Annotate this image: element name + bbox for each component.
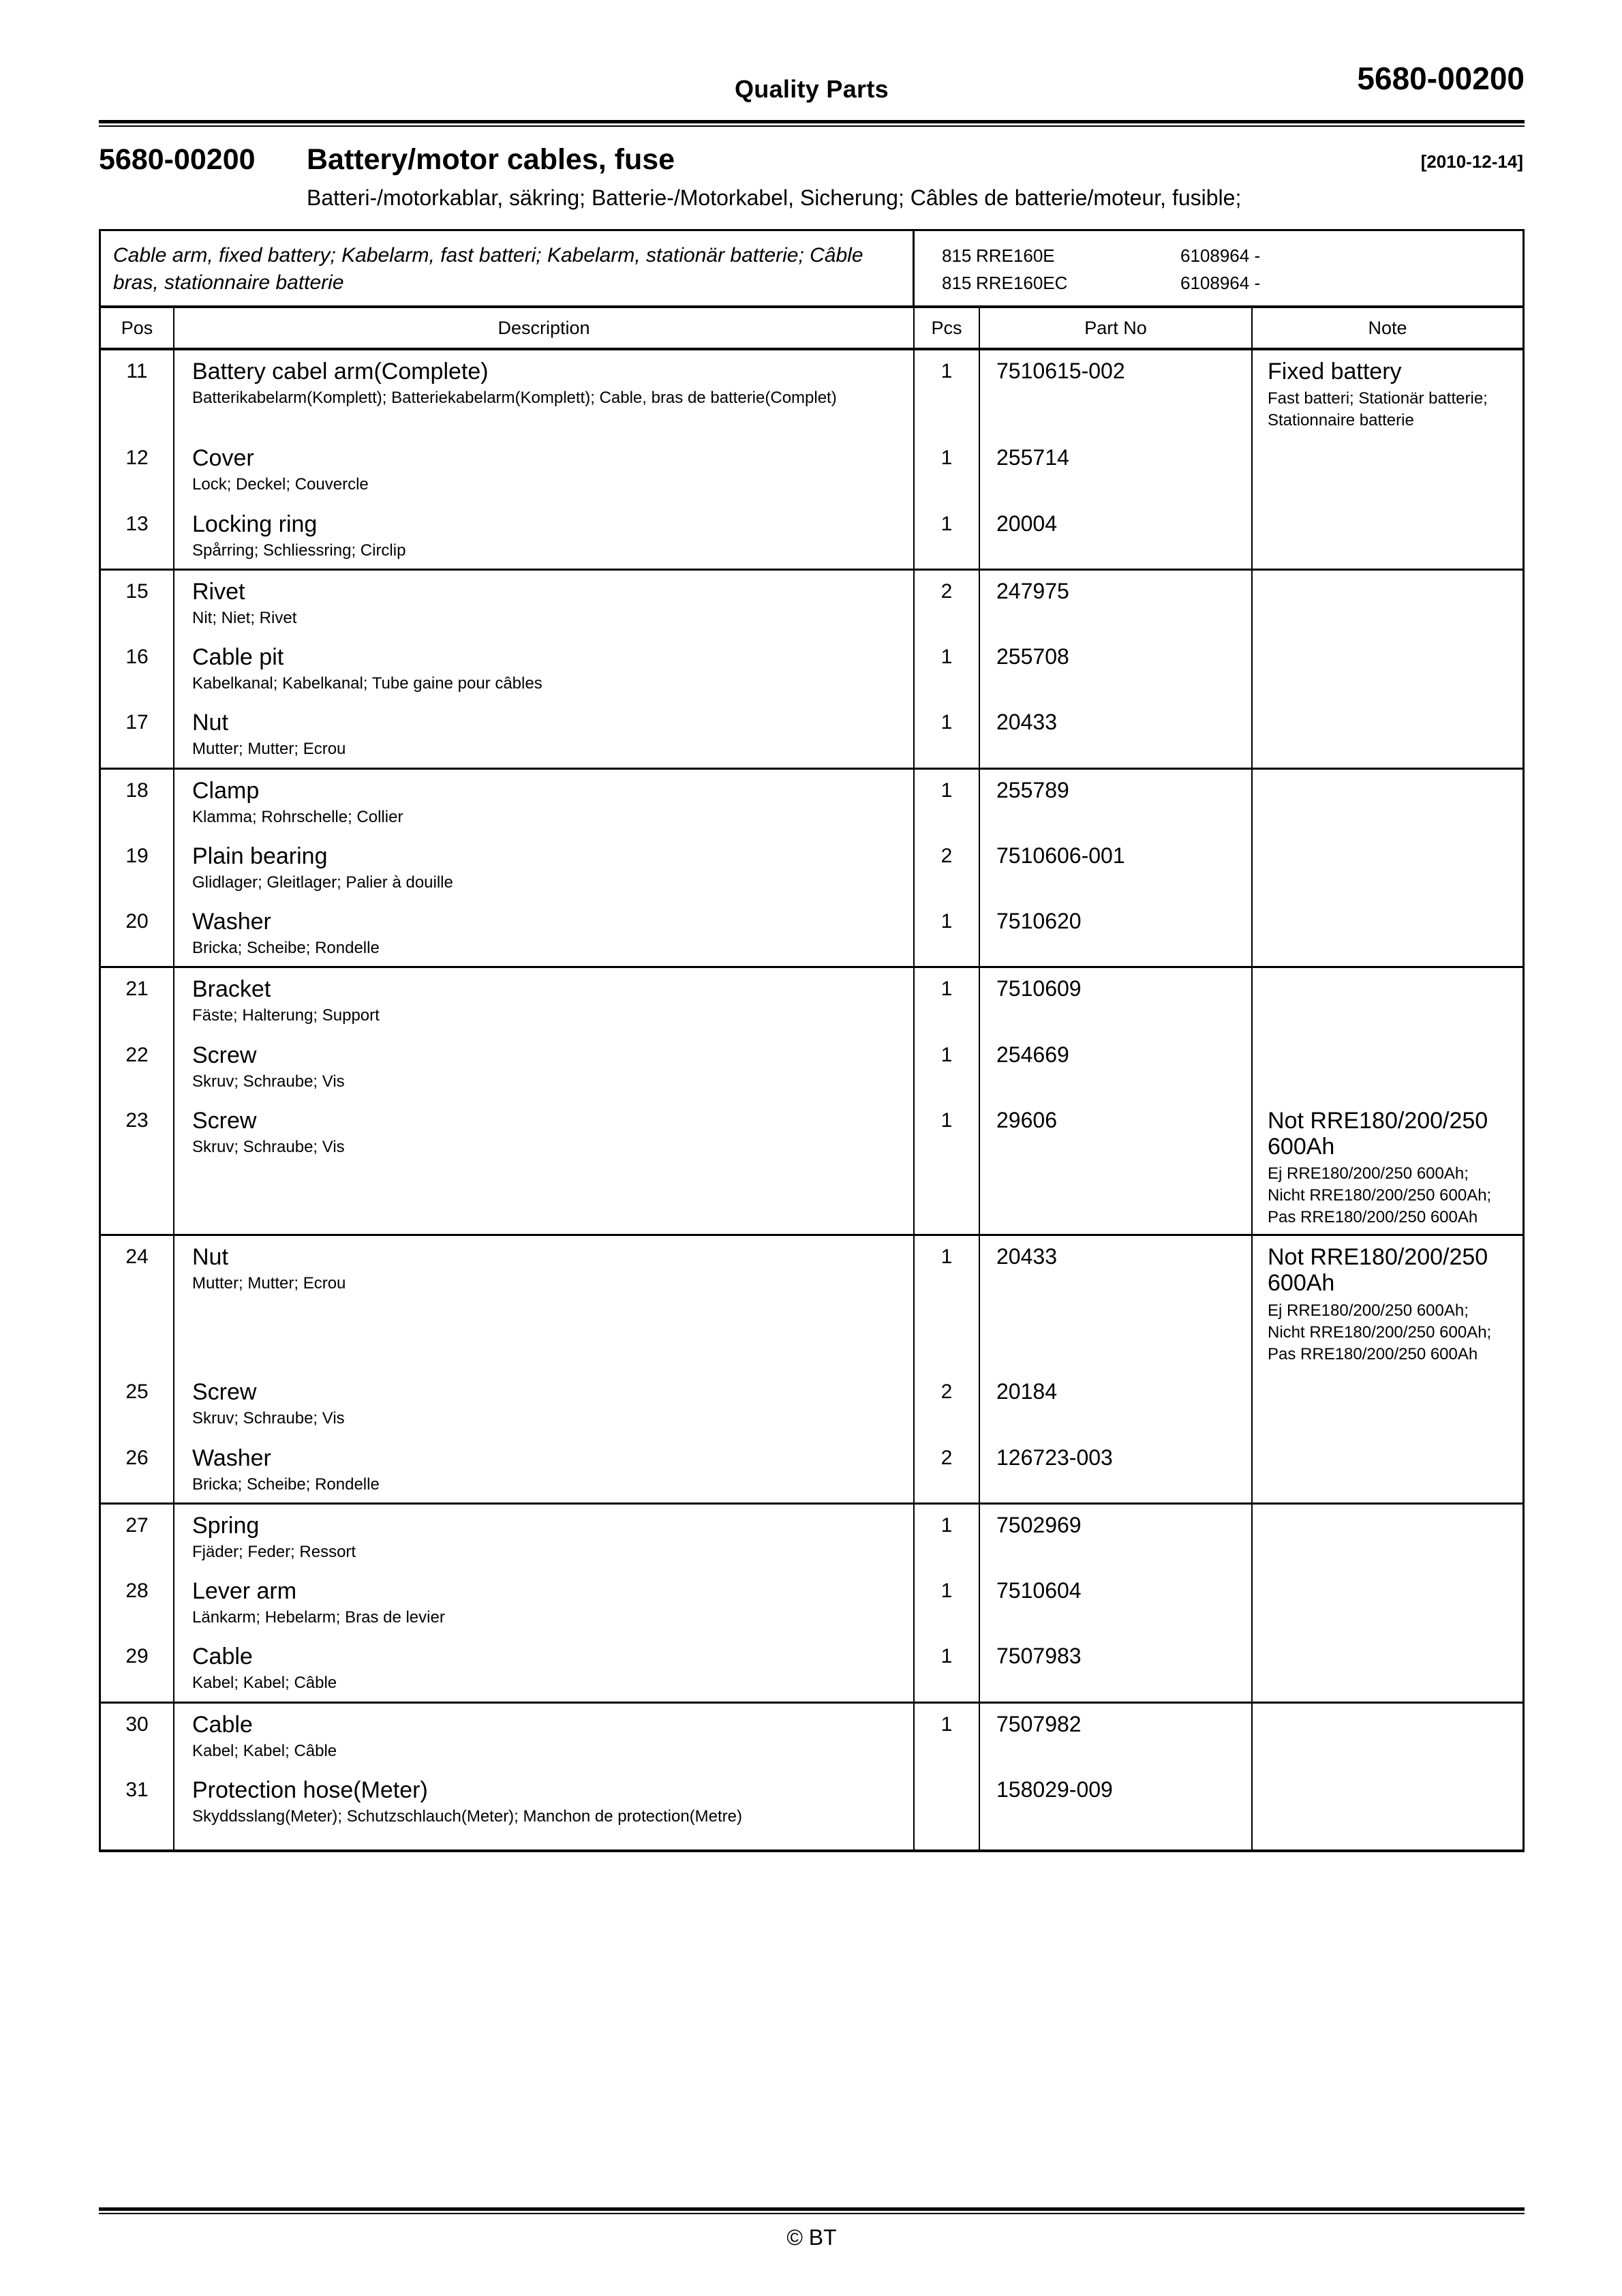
cell-note [1253, 770, 1522, 835]
part-name-translations: Lock; Deckel; Couvercle [192, 475, 369, 494]
title-line [99, 143, 1525, 210]
model-code: 815 [942, 245, 972, 266]
title-block [99, 143, 1525, 210]
header-document-code: 5680-00200 [1357, 61, 1525, 96]
cell-pos: 28 [101, 1570, 174, 1635]
part-name: Screw [192, 1107, 257, 1134]
part-name: Battery cabel arm(Complete) [192, 359, 489, 384]
cell-pcs: 2 [915, 835, 980, 901]
cell-note [1253, 1769, 1522, 1849]
table-row-group [101, 770, 1522, 969]
cell-pcs: 1 [915, 1704, 980, 1769]
cell-part-no[interactable]: 20184 [980, 1371, 1253, 1436]
cell-note [1253, 636, 1522, 701]
part-name-translations: Batterikabelarm(Komplett); Batteriekabelarm(Komplett); Cable, bras de batterie(Complet) [192, 389, 837, 408]
table-row[interactable] [101, 835, 1522, 901]
part-name: Clamp [192, 777, 260, 804]
model-name: RRE160EC [976, 273, 1068, 294]
cell-part-no[interactable]: 29606 [980, 1100, 1253, 1235]
table-row[interactable] [101, 350, 1522, 437]
cell-pos: 19 [101, 835, 174, 901]
table-row[interactable] [101, 1100, 1522, 1235]
cell-description [174, 636, 915, 701]
cell-pos: 17 [101, 701, 174, 767]
part-name: Screw [192, 1379, 257, 1406]
table-row[interactable] [101, 437, 1522, 502]
application-model-row [915, 242, 1522, 269]
part-name-translations: Nit; Niet; Rivet [192, 608, 297, 627]
cell-note [1253, 701, 1522, 767]
cell-pos: 15 [101, 571, 174, 636]
cell-pcs: 1 [915, 1635, 980, 1701]
cell-pos: 29 [101, 1635, 174, 1701]
table-row[interactable] [101, 770, 1522, 835]
column-header-description: Description [174, 308, 915, 348]
cell-pos: 22 [101, 1034, 174, 1100]
part-name-translations: Kabel; Kabel; Câble [192, 1674, 337, 1693]
cell-pcs: 1 [915, 1236, 980, 1371]
table-row[interactable] [101, 503, 1522, 569]
model-serial-range: 6108964 - [1180, 273, 1261, 294]
table-row[interactable] [101, 1236, 1522, 1371]
cell-pos: 27 [101, 1505, 174, 1570]
table-row[interactable] [101, 571, 1522, 636]
table-row[interactable] [101, 1570, 1522, 1635]
cell-pos: 12 [101, 437, 174, 502]
cell-pos: 25 [101, 1371, 174, 1436]
cell-pos: 11 [101, 350, 174, 437]
cell-part-no[interactable]: 20004 [980, 503, 1253, 569]
cell-pos: 18 [101, 770, 174, 835]
cell-pcs [915, 1769, 980, 1849]
cell-pos: 21 [101, 968, 174, 1033]
part-name-translations: Glidlager; Gleitlager; Palier à douille [192, 873, 453, 892]
cell-pcs: 1 [915, 636, 980, 701]
part-name-translations: Klamma; Rohrschelle; Collier [192, 807, 403, 826]
cell-description [174, 1635, 915, 1701]
cell-part-no[interactable]: 158029-009 [980, 1769, 1253, 1849]
cell-pos: 24 [101, 1236, 174, 1371]
cell-description [174, 1236, 915, 1371]
table-column-headers [101, 308, 1522, 350]
cell-part-no[interactable]: 254669 [980, 1034, 1253, 1100]
cell-part-no[interactable]: 247975 [980, 571, 1253, 636]
copyright-notice: © BT [786, 2225, 837, 2250]
cell-description [174, 901, 915, 966]
note-text: Fixed battery [1268, 359, 1402, 384]
cell-description [174, 503, 915, 569]
cell-pos: 31 [101, 1769, 174, 1849]
cell-note [1253, 1570, 1522, 1635]
cell-part-no[interactable]: 255714 [980, 437, 1253, 502]
part-name-translations: Skyddsslang(Meter); Schutzschlauch(Meter); Manchon de protection(Metre) [192, 1807, 742, 1826]
part-name-translations: Fjäder; Feder; Ressort [192, 1542, 356, 1561]
cell-note [1253, 835, 1522, 901]
cell-note [1253, 350, 1522, 437]
part-name: Spring [192, 1512, 260, 1539]
part-name-translations: Länkarm; Hebelarm; Bras de levier [192, 1608, 445, 1627]
column-header-note: Note [1368, 317, 1407, 338]
cell-description [174, 1371, 915, 1436]
cell-description [174, 701, 915, 767]
title-translations: Batteri-/motorkablar, säkring; Batterie-/Motorkabel, Sicherung; Câbles de batterie/moteur, fusible; [307, 185, 1242, 210]
cell-description [174, 1505, 915, 1570]
part-name: Cable [192, 1711, 253, 1738]
cell-note [1253, 437, 1522, 502]
part-name-translations: Kabelkanal; Kabelkanal; Tube gaine pour câbles [192, 674, 542, 693]
part-name-translations: Fäste; Halterung; Support [192, 1006, 380, 1025]
cell-part-no[interactable]: 7510606-001 [980, 835, 1253, 901]
part-name: Nut [192, 1244, 228, 1271]
cell-pos: 23 [101, 1100, 174, 1235]
cell-description [174, 968, 915, 1033]
note-text: Not RRE180/200/250 600Ah [1268, 1107, 1488, 1160]
cell-note [1253, 1371, 1522, 1436]
table-row[interactable] [101, 1704, 1522, 1769]
page-title: Battery/motor cables, fuse [307, 143, 675, 176]
cell-pcs: 1 [915, 968, 980, 1033]
cell-pos: 26 [101, 1437, 174, 1502]
cell-part-no[interactable]: 255708 [980, 636, 1253, 701]
application-description: Cable arm, fixed battery; Kabelarm, fast batteri; Kabelarm, stationär batterie; Câble bras, stationnaire batterie [101, 231, 915, 305]
part-name-translations: Skruv; Schraube; Vis [192, 1409, 345, 1428]
column-header-part-no: Part No [980, 308, 1253, 348]
part-name: Cover [192, 445, 254, 472]
table-row-group [101, 571, 1522, 770]
part-name: Bracket [192, 976, 271, 1003]
cell-pos: 13 [101, 503, 174, 569]
cell-pos: 16 [101, 636, 174, 701]
cell-pcs: 2 [915, 1371, 980, 1436]
part-name-translations: Skruv; Schraube; Vis [192, 1072, 345, 1091]
header-title: Quality Parts [735, 75, 889, 103]
cell-description [174, 1769, 915, 1849]
part-name: Cable pit [192, 644, 284, 671]
cell-description [174, 1100, 915, 1235]
model-code: 815 [942, 273, 972, 294]
cell-note [1253, 1505, 1522, 1570]
cell-part-no[interactable]: 20433 [980, 701, 1253, 767]
table-row[interactable] [101, 1371, 1522, 1436]
model-serial-range: 6108964 - [1180, 245, 1261, 266]
model-name: RRE160E [976, 245, 1055, 266]
cell-note [1253, 1236, 1522, 1371]
table-row[interactable] [101, 1437, 1522, 1502]
table-row[interactable] [101, 701, 1522, 767]
title-code: 5680-00200 [99, 143, 256, 176]
cell-note [1253, 901, 1522, 966]
cell-note [1253, 1100, 1522, 1235]
cell-pos: 30 [101, 1704, 174, 1769]
cell-part-no[interactable]: 7510615-002 [980, 350, 1253, 437]
table-row-group [101, 1505, 1522, 1704]
cell-pcs: 1 [915, 437, 980, 502]
note-text: Not RRE180/200/250 600Ah [1268, 1244, 1488, 1297]
part-name: Locking ring [192, 511, 318, 537]
part-name: Washer [192, 909, 271, 935]
cell-description [174, 1034, 915, 1100]
cell-pos: 20 [101, 901, 174, 966]
cell-part-no[interactable]: 126723-003 [980, 1437, 1253, 1502]
page-footer [99, 2207, 1525, 2250]
revision-date: [2010-12-14] [1420, 151, 1523, 172]
part-name-translations: Bricka; Scheibe; Rondelle [192, 939, 380, 958]
cell-part-no[interactable]: 7510609 [980, 968, 1253, 1033]
cell-part-no[interactable]: 255789 [980, 770, 1253, 835]
cell-pcs: 1 [915, 1570, 980, 1635]
table-row-group [101, 1704, 1522, 1849]
table-row[interactable] [101, 1505, 1522, 1570]
column-header-pos: Pos [101, 308, 174, 348]
cell-part-no[interactable]: 7510620 [980, 901, 1253, 966]
part-name-translations: Skruv; Schraube; Vis [192, 1137, 345, 1156]
table-row-group [101, 350, 1522, 571]
part-name: Washer [192, 1445, 271, 1471]
part-name: Lever arm [192, 1578, 297, 1605]
cell-pcs: 1 [915, 770, 980, 835]
footer-rule [99, 2207, 1525, 2214]
part-name: Nut [192, 710, 228, 736]
table-row[interactable] [101, 636, 1522, 701]
cell-description [174, 1437, 915, 1502]
application-model-row [915, 269, 1522, 297]
cell-pcs: 1 [915, 1100, 980, 1235]
part-name-translations: Bricka; Scheibe; Rondelle [192, 1475, 380, 1494]
note-translations: Ej RRE180/200/250 600Ah; Nicht RRE180/200/250 600Ah; Pas RRE180/200/250 600Ah [1268, 1164, 1492, 1227]
note-translations: Ej RRE180/200/250 600Ah; Nicht RRE180/200/250 600Ah; Pas RRE180/200/250 600Ah [1268, 1301, 1492, 1363]
table-body [101, 350, 1522, 1849]
cell-pcs: 1 [915, 503, 980, 569]
cell-part-no[interactable]: 7507982 [980, 1704, 1253, 1769]
cell-note [1253, 968, 1522, 1033]
cell-note [1253, 1437, 1522, 1502]
table-row[interactable] [101, 1635, 1522, 1701]
cell-description [174, 1704, 915, 1769]
table-row-group [101, 1236, 1522, 1504]
cell-pcs: 1 [915, 701, 980, 767]
part-name-translations: Kabel; Kabel; Câble [192, 1741, 337, 1760]
part-name-translations: Mutter; Mutter; Ecrou [192, 740, 346, 759]
note-translations: Fast batteri; Stationär batterie; Stationnaire batterie [1268, 389, 1488, 430]
cell-pcs: 1 [915, 1505, 980, 1570]
cell-description [174, 835, 915, 901]
application-models [915, 231, 1522, 305]
running-header-row [99, 61, 1525, 116]
cell-pcs: 1 [915, 350, 980, 437]
part-name: Cable [192, 1644, 253, 1670]
cell-description [174, 770, 915, 835]
part-name: Protection hose(Meter) [192, 1777, 428, 1803]
part-name-translations: Spårring; Schliessring; Circlip [192, 541, 406, 560]
cell-pcs: 1 [915, 901, 980, 966]
part-name: Screw [192, 1042, 257, 1068]
cell-note [1253, 1034, 1522, 1100]
parts-table [99, 229, 1525, 1852]
table-row[interactable] [101, 968, 1522, 1033]
cell-pcs: 2 [915, 571, 980, 636]
application-band [101, 231, 1522, 308]
cell-pcs: 2 [915, 1437, 980, 1502]
cell-description [174, 1570, 915, 1635]
table-row-group [101, 968, 1522, 1236]
cell-description [174, 571, 915, 636]
column-header-pcs: Pcs [915, 308, 980, 348]
cell-note [1253, 503, 1522, 569]
cell-part-no[interactable]: 7507983 [980, 1635, 1253, 1701]
cell-note [1253, 1704, 1522, 1769]
cell-pcs: 1 [915, 1034, 980, 1100]
cell-part-no[interactable]: 7510604 [980, 1570, 1253, 1635]
cell-note [1253, 1635, 1522, 1701]
cell-part-no[interactable]: 20433 [980, 1236, 1253, 1371]
table-row[interactable] [101, 1034, 1522, 1100]
table-row[interactable] [101, 1769, 1522, 1849]
part-name: Rivet [192, 578, 245, 605]
cell-part-no[interactable]: 7502969 [980, 1505, 1253, 1570]
running-header [99, 61, 1525, 127]
table-row[interactable] [101, 901, 1522, 966]
cell-note [1253, 571, 1522, 636]
part-name-translations: Mutter; Mutter; Ecrou [192, 1274, 346, 1293]
part-name: Plain bearing [192, 843, 328, 869]
cell-description [174, 350, 915, 437]
header-rule [99, 120, 1525, 127]
cell-description [174, 437, 915, 502]
